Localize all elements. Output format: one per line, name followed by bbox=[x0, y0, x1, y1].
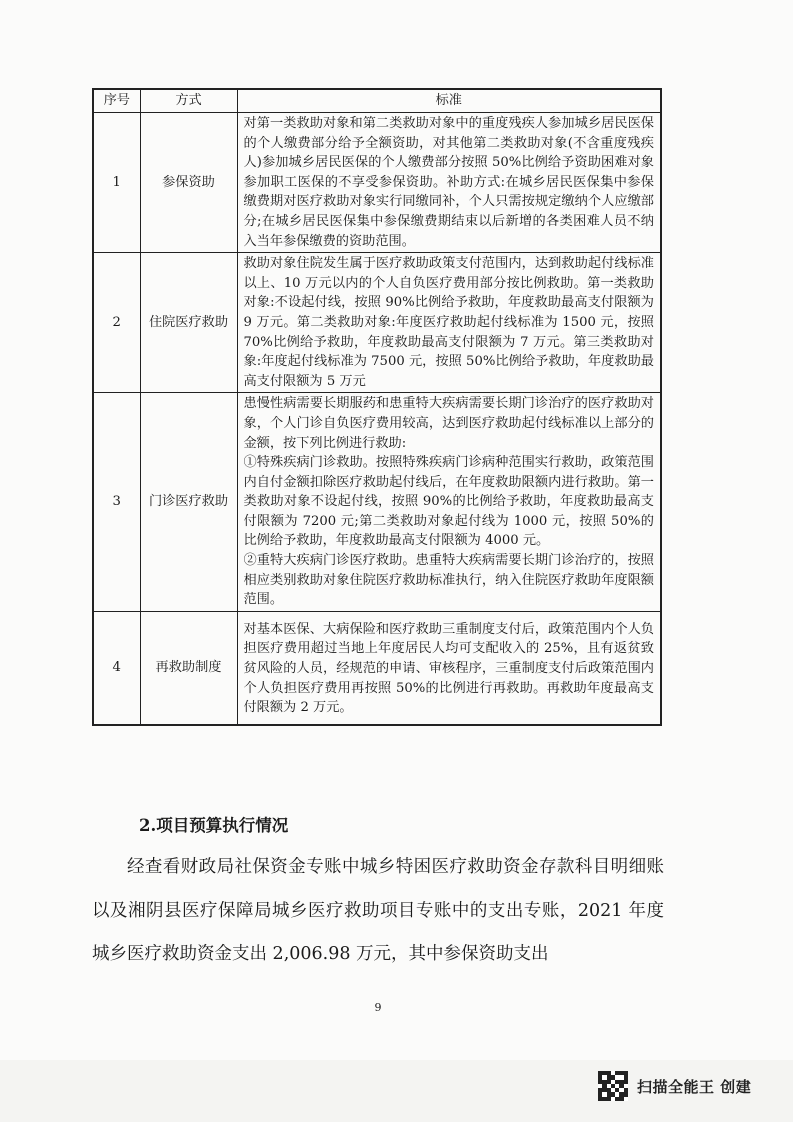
page-number: 9 bbox=[374, 1001, 382, 1014]
row-number: 3 bbox=[93, 393, 140, 612]
row-standard bbox=[237, 253, 661, 393]
table-header-row bbox=[93, 89, 661, 113]
body-paragraph: 经查看财政局社保资金专账中城乡特困医疗救助资金存款科目明细账以及湘阴县医疗保障局城乡医疗救助项目专账中的支出专账，2021 年度城乡医疗救助资金支出 2,006.98 万元，其中参保资助支出 bbox=[92, 857, 664, 964]
row-method: 门诊医疗救助 bbox=[140, 393, 237, 612]
header-standard: 标准 bbox=[237, 89, 661, 113]
standard-paragraph: 对基本医保、大病保险和医疗救助三重制度支付后，政策范围内个人负担医疗费用超过当地上年度居民人均可支配收入的 25%，且有返贫致贫风险的人员，经规范的申请、审核程序，三重制度支付后政策范围内个人负担医疗费用再按照 50%的比例进行再救助。再救助年度最高支付限额为 2 万元。 bbox=[243, 621, 654, 716]
table-row bbox=[93, 393, 661, 612]
row-method: 住院医疗救助 bbox=[140, 253, 237, 393]
row-method: 参保资助 bbox=[140, 113, 237, 253]
aid-standards-table bbox=[92, 88, 662, 726]
scanner-watermark bbox=[598, 1071, 751, 1101]
row-standard bbox=[237, 393, 661, 612]
header-method: 方式 bbox=[140, 89, 237, 113]
standard-paragraph: ②重特大疾病门诊医疗救助。患重特大疾病需要长期门诊治疗的，按照相应类别救助对象住院医疗救助标准执行，纳入住院医疗救助年度限额范围。 bbox=[243, 553, 654, 608]
standard-paragraph: 对第一类救助对象和第二类救助对象中的重度残疾人参加城乡居民医保的个人缴费部分给予全额资助，对其他第二类救助对象(不含重度残疾人)参加城乡居民医保的个人缴费部分按照 50%比例给予资助困难对象参加职工医保的不享受参保资助。补助方式:在城乡居民医保集中参保缴费期对医疗救助对象实行同缴同补，个人只需按规定缴纳个人应缴部分;在城乡居民医保集中参保缴费期结束以后新增的各类困难人员不纳入当年参保缴费的资助范围。 bbox=[243, 116, 654, 249]
standard-paragraph: ①特殊疾病门诊救助。按照特殊疾病门诊病种范围实行救助，政策范围内自付金额扣除医疗救助起付线后，在年度救助限额内进行救助。第一类救助对象不设起付线，按照 90%的比例给予救助，年度救助最高支付限额为 7200 元;第二类救助对象起付线为 1000 元，按照 50%的比例给予救助，年度救助最高支付限额为 4000 元。 bbox=[243, 455, 654, 549]
section-heading: 2.项目预算执行情况 bbox=[139, 816, 289, 835]
header-number: 序号 bbox=[93, 89, 140, 113]
table-row bbox=[93, 253, 661, 393]
standard-paragraph: 救助对象住院发生属于医疗救助政策支付范围内，达到救助起付线标准以上、10 万元以内的个人自负医疗费用部分按比例救助。第一类救助对象:不设起付线，按照 90%比例给予救助，年度救助最高支付限额为 9 万元。第二类救助对象:年度医疗救助起付线标准为 1500 元，按照 70%比例给予救助，年度救助最高支付限额为 7 万元。第三类救助对象:年度起付线标准为 7500 元，按照 50%比例给予救助，年度救助最高支付限额为 5 万元 bbox=[243, 256, 654, 389]
row-standard bbox=[237, 611, 661, 724]
row-standard bbox=[237, 113, 661, 253]
row-number: 4 bbox=[93, 611, 140, 724]
table-row bbox=[93, 113, 661, 253]
row-method: 再救助制度 bbox=[140, 611, 237, 724]
table-row bbox=[93, 611, 661, 724]
watermark-text: 扫描全能王 创建 bbox=[637, 1077, 752, 1096]
row-number: 2 bbox=[93, 253, 140, 393]
row-number: 1 bbox=[93, 113, 140, 253]
qr-code-icon bbox=[598, 1071, 628, 1101]
standard-paragraph: 患慢性病需要长期服药和患重特大疾病需要长期门诊治疗的医疗救助对象，个人门诊自负医疗费用较高，达到医疗救助起付线标准以上部分的金额，按下列比例进行救助: bbox=[243, 396, 654, 451]
